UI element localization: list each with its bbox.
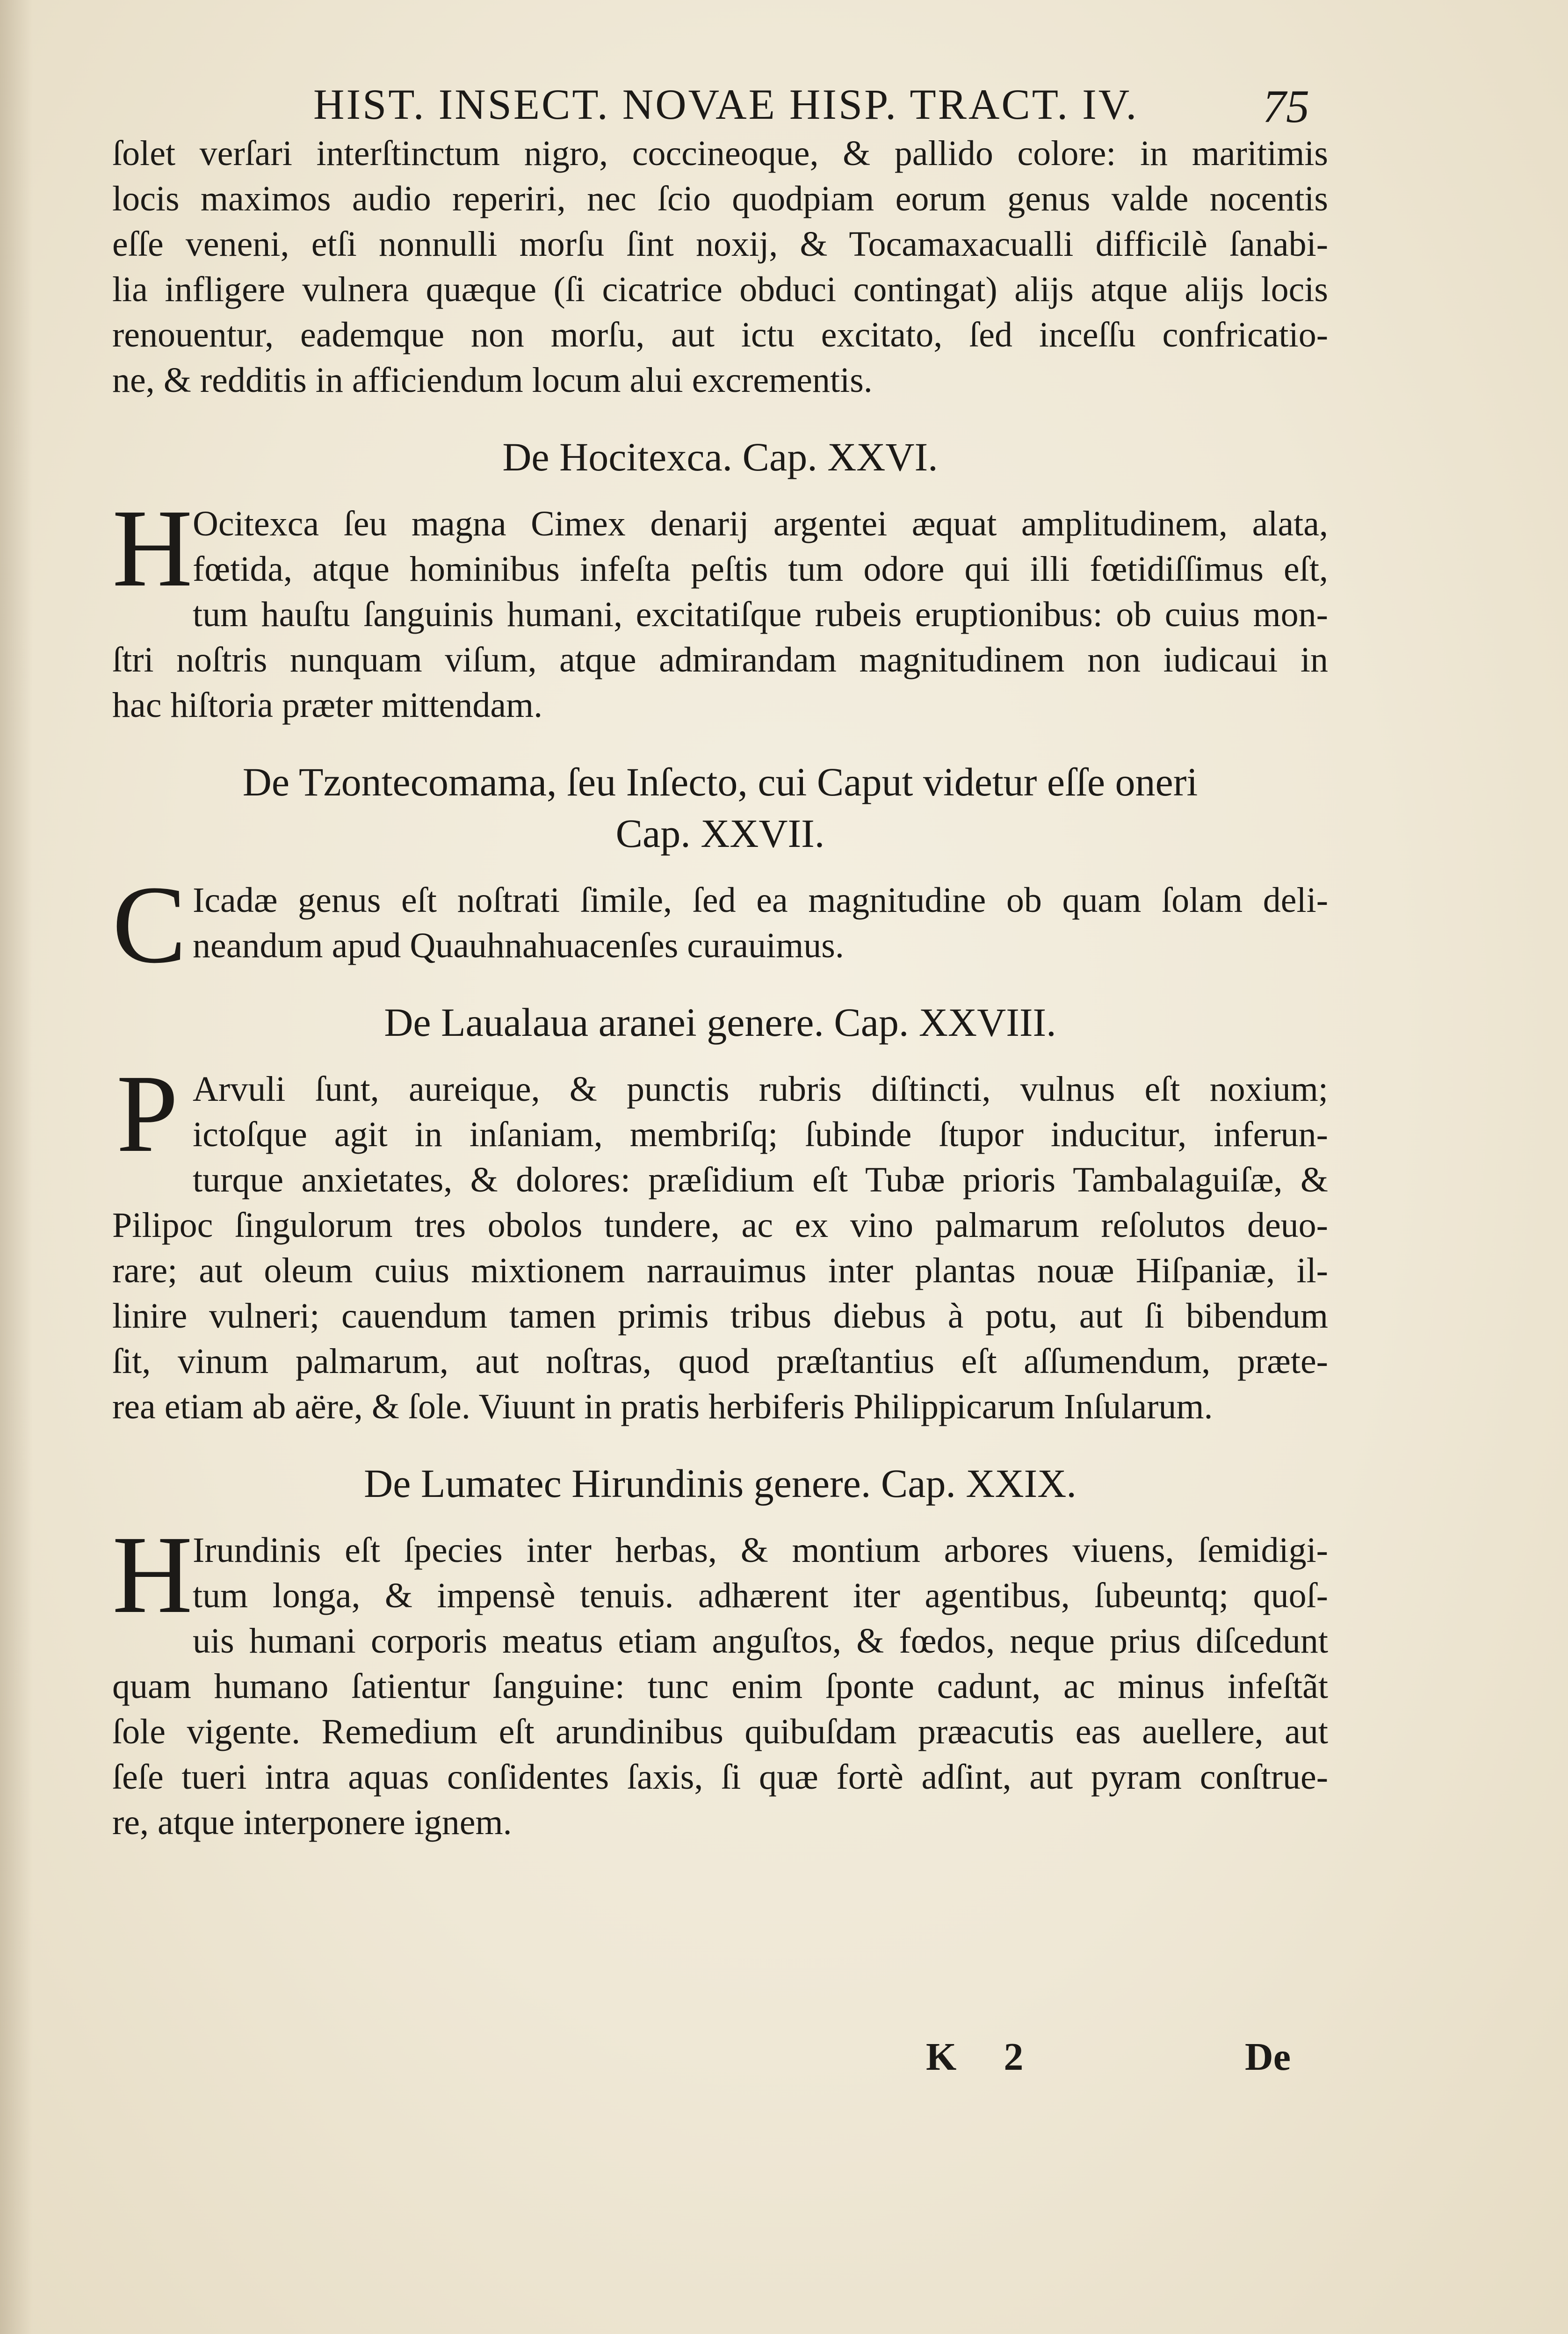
page-footer bbox=[112, 2034, 1291, 2090]
running-title: HIST. INSECT. NOVAE HISP. TRACT. IV. bbox=[313, 80, 1139, 128]
running-head bbox=[112, 70, 1309, 131]
text-line: Ocitexca ſeu magna Cimex denarij argentei æquat amplitudinem, alata, bbox=[193, 504, 1328, 543]
text-line: renouentur, eademque non morſu, aut ictu excitato, ſed inceſſu confricatio- bbox=[112, 315, 1328, 354]
chapter-28 bbox=[112, 997, 1328, 1430]
text-line: rea etiam ab aëre, & ſole. Viuunt in pratis herbiferis Philippicarum Inſularum. bbox=[112, 1387, 1213, 1426]
text-line: hac hiſtoria præter mittendam. bbox=[112, 686, 543, 725]
chapter-26 bbox=[112, 431, 1328, 728]
text-line: Icadæ genus eſt noſtrati ſimile, ſed ea magnitudine ob quam ſolam deli- bbox=[193, 881, 1328, 920]
chapter-heading bbox=[112, 997, 1328, 1048]
text-line: ictoſque agit in inſaniam, membriſq; ſubinde ſtupor inducitur, inferun- bbox=[193, 1115, 1328, 1154]
chapter-29 bbox=[112, 1458, 1328, 1845]
text-line: re, atque interponere ignem. bbox=[112, 1803, 512, 1842]
chapter-27 bbox=[112, 756, 1328, 986]
text-line: Irundinis eſt ſpecies inter herbas, & montium arbores viuens, ſemidigi- bbox=[193, 1531, 1328, 1570]
text-line: ſole vigente. Remedium eſt arundinibus quibuſdam præacutis eas auellere, aut bbox=[112, 1712, 1328, 1751]
chapter-paragraph bbox=[112, 1513, 1328, 1845]
drop-cap: P bbox=[116, 1052, 179, 1175]
text-line: eſſe veneni, etſi nonnulli morſu ſint noxij, & Tocamaxacualli difficilè ſanabi- bbox=[112, 224, 1328, 264]
text-line: locis maximos audio reperiri, nec ſcio quodpiam eorum genus valde nocentis bbox=[112, 179, 1328, 218]
drop-cap: H bbox=[112, 487, 193, 610]
text-line: tum hauſtu ſanguinis humani, excitatiſque rubeis eruptionibus: ob cuius mon- bbox=[193, 595, 1328, 634]
heading-line: De Lumatec Hirundinis genere. Cap. XXIX. bbox=[364, 1461, 1077, 1506]
text-line: lia infligere vulnera quæque (ſi cicatrice obduci contingat) alijs atque alijs locis bbox=[112, 270, 1328, 309]
text-line: quam humano ſatientur ſanguine: tunc enim ſponte cadunt, ac minus infeſtãt bbox=[112, 1667, 1328, 1706]
heading-line: Cap. XXVII. bbox=[615, 811, 825, 856]
text-line: linire vulneri; cauendum tamen primis tribus diebus à potu, aut ſi bibendum bbox=[112, 1296, 1328, 1336]
text-line: ſeſe tueri intra aquas conſidentes ſaxis, ſi quæ fortè adſint, aut pyram conſtrue- bbox=[112, 1757, 1328, 1797]
chapter-paragraph bbox=[112, 487, 1328, 728]
text-line: ſolet verſari interſtinctum nigro, coccineoque, & pallido colore: in maritimis bbox=[112, 134, 1328, 173]
chapter-paragraph bbox=[112, 863, 1328, 986]
text-line: Arvuli ſunt, aureique, & punctis rubris diſtincti, vulnus eſt noxium; bbox=[193, 1069, 1328, 1109]
text-block bbox=[112, 131, 1328, 1845]
catchword: De bbox=[1245, 2035, 1291, 2079]
text-line: fœtida, atque hominibus infeſta peſtis tum odore qui illi fœtidiſſimus eſt, bbox=[193, 549, 1328, 589]
heading-line: De Hocitexca. Cap. XXVI. bbox=[502, 434, 938, 479]
text-line: ſtri noſtris nunquam viſum, atque admirandam magnitudinem non iudicaui in bbox=[112, 640, 1328, 679]
chapter-paragraph bbox=[112, 1052, 1328, 1430]
intro-paragraph bbox=[112, 131, 1328, 403]
signature-mark: K 2 bbox=[926, 2035, 1042, 2079]
drop-cap: C bbox=[112, 863, 187, 986]
chapter-heading bbox=[112, 1458, 1328, 1509]
text-line: neandum apud Quauhnahuacenſes curauimus. bbox=[193, 926, 844, 965]
text-line: ſit, vinum palmarum, aut noſtras, quod præſtantius eſt aſſumendum, præte- bbox=[112, 1342, 1328, 1381]
text-line: Pilipoc ſingulorum tres obolos tundere, ac ex vino palmarum reſolutos deuo- bbox=[112, 1206, 1328, 1245]
page-number: 75 bbox=[1263, 80, 1309, 132]
heading-line: De Tzontecomama, ſeu Inſecto, cui Caput videtur eſſe oneri bbox=[242, 759, 1198, 804]
chapter-heading bbox=[112, 756, 1328, 859]
text-line: rare; aut oleum cuius mixtionem narrauimus inter plantas nouæ Hiſpaniæ, il- bbox=[112, 1251, 1328, 1290]
text-line: tum longa, & impensè tenuis. adhærent iter agentibus, ſubeuntq; quoſ- bbox=[193, 1576, 1328, 1615]
heading-line: De Laualaua aranei genere. Cap. XXVIII. bbox=[384, 1000, 1056, 1045]
drop-cap: H bbox=[112, 1513, 193, 1636]
binding-shadow bbox=[0, 0, 33, 2334]
text-line: ne, & redditis in afficiendum locum alui excrementis. bbox=[112, 361, 873, 400]
text-line: turque anxietates, & dolores: præſidium eſt Tubæ prioris Tambalaguiſæ, & bbox=[193, 1160, 1328, 1200]
chapter-heading bbox=[112, 431, 1328, 483]
text-line: uis humani corporis meatus etiam anguſtos, & fœdos, neque prius diſcedunt bbox=[193, 1621, 1328, 1661]
